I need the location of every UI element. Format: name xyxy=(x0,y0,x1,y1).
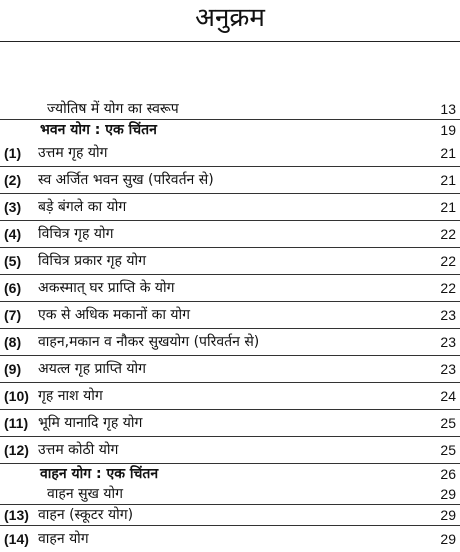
toc-entry xyxy=(0,140,460,167)
toc-section-heading xyxy=(0,120,460,140)
entry-page-number: 23 xyxy=(440,334,456,350)
entry-page-number: 21 xyxy=(440,199,456,215)
entry-title: वाहन (स्कूटर योग) xyxy=(38,507,134,523)
section-heading-title: भवन योग : एक चिंतन xyxy=(40,122,157,138)
entry-title: एक से अधिक मकानों का योग xyxy=(38,307,191,323)
toc-entry xyxy=(0,410,460,437)
entry-title: वाहन सुख योग xyxy=(47,486,124,502)
entry-page-number: 26 xyxy=(440,466,456,482)
entry-number: (1) xyxy=(4,145,22,161)
toc-section-heading xyxy=(0,464,460,484)
entry-page-number: 23 xyxy=(440,361,456,377)
entry-page-number: 19 xyxy=(440,122,456,138)
entry-title: उत्तम गृह योग xyxy=(38,145,108,161)
entry-title: स्व अर्जित भवन सुख (परिवर्तन से) xyxy=(38,172,214,188)
table-of-contents xyxy=(0,99,460,552)
entry-title: बड़े बंगले का योग xyxy=(38,199,127,215)
toc-entry xyxy=(0,275,460,302)
entry-number: (14) xyxy=(4,531,29,547)
toc-entry xyxy=(0,526,460,552)
entry-number: (9) xyxy=(4,361,22,377)
toc-entry xyxy=(0,248,460,275)
entry-page-number: 25 xyxy=(440,442,456,458)
entry-number: (8) xyxy=(4,334,22,350)
toc-entry xyxy=(0,356,460,383)
entry-title: वाहन,मकान व नौकर सुखयोग (परिवर्तन से) xyxy=(38,334,260,350)
entry-page-number: 13 xyxy=(440,101,456,117)
toc-entry xyxy=(0,383,460,410)
entry-page-number: 23 xyxy=(440,307,456,323)
title-divider xyxy=(0,41,460,42)
entry-title: अयत्ल गृह प्राप्ति योग xyxy=(38,361,147,377)
entry-page-number: 29 xyxy=(440,531,456,547)
entry-title: विचित्र प्रकार गृह योग xyxy=(38,253,147,269)
toc-entry xyxy=(0,302,460,329)
entry-number: (3) xyxy=(4,199,22,215)
entry-page-number: 25 xyxy=(440,415,456,431)
entry-title: विचित्र गृह योग xyxy=(38,226,114,242)
entry-number: (11) xyxy=(4,415,29,431)
page-title: अनुक्रम xyxy=(195,3,265,33)
section-heading-title: वाहन योग : एक चिंतन xyxy=(40,466,159,482)
entry-number: (12) xyxy=(4,442,29,458)
toc-entry xyxy=(0,505,460,526)
entry-title: उत्तम कोठी योग xyxy=(38,442,119,458)
toc-entry xyxy=(0,167,460,194)
entry-number: (4) xyxy=(4,226,22,242)
entry-page-number: 29 xyxy=(440,486,456,502)
toc-entry xyxy=(0,437,460,464)
entry-page-number: 24 xyxy=(440,388,456,404)
entry-number: (7) xyxy=(4,307,22,323)
entry-page-number: 22 xyxy=(440,280,456,296)
toc-entry xyxy=(0,221,460,248)
entry-title: गृह नाश योग xyxy=(38,388,103,404)
toc-entry xyxy=(0,194,460,221)
entry-number: (2) xyxy=(4,172,22,188)
toc-entry xyxy=(0,99,460,120)
entry-page-number: 22 xyxy=(440,226,456,242)
entry-title: ज्योतिष में योग का स्वरूप xyxy=(47,101,179,117)
entry-title: अकस्मात् घर प्राप्ति के योग xyxy=(38,280,175,296)
entry-number: (6) xyxy=(4,280,22,296)
entry-page-number: 29 xyxy=(440,507,456,523)
entry-page-number: 22 xyxy=(440,253,456,269)
entry-number: (5) xyxy=(4,253,22,269)
entry-page-number: 21 xyxy=(440,145,456,161)
entry-number: (10) xyxy=(4,388,29,404)
entry-page-number: 21 xyxy=(440,172,456,188)
toc-entry xyxy=(0,484,460,505)
entry-title: भूमि यानादि गृह योग xyxy=(38,415,143,431)
entry-number: (13) xyxy=(4,507,29,523)
entry-title: वाहन योग xyxy=(38,531,89,547)
toc-entry xyxy=(0,329,460,356)
